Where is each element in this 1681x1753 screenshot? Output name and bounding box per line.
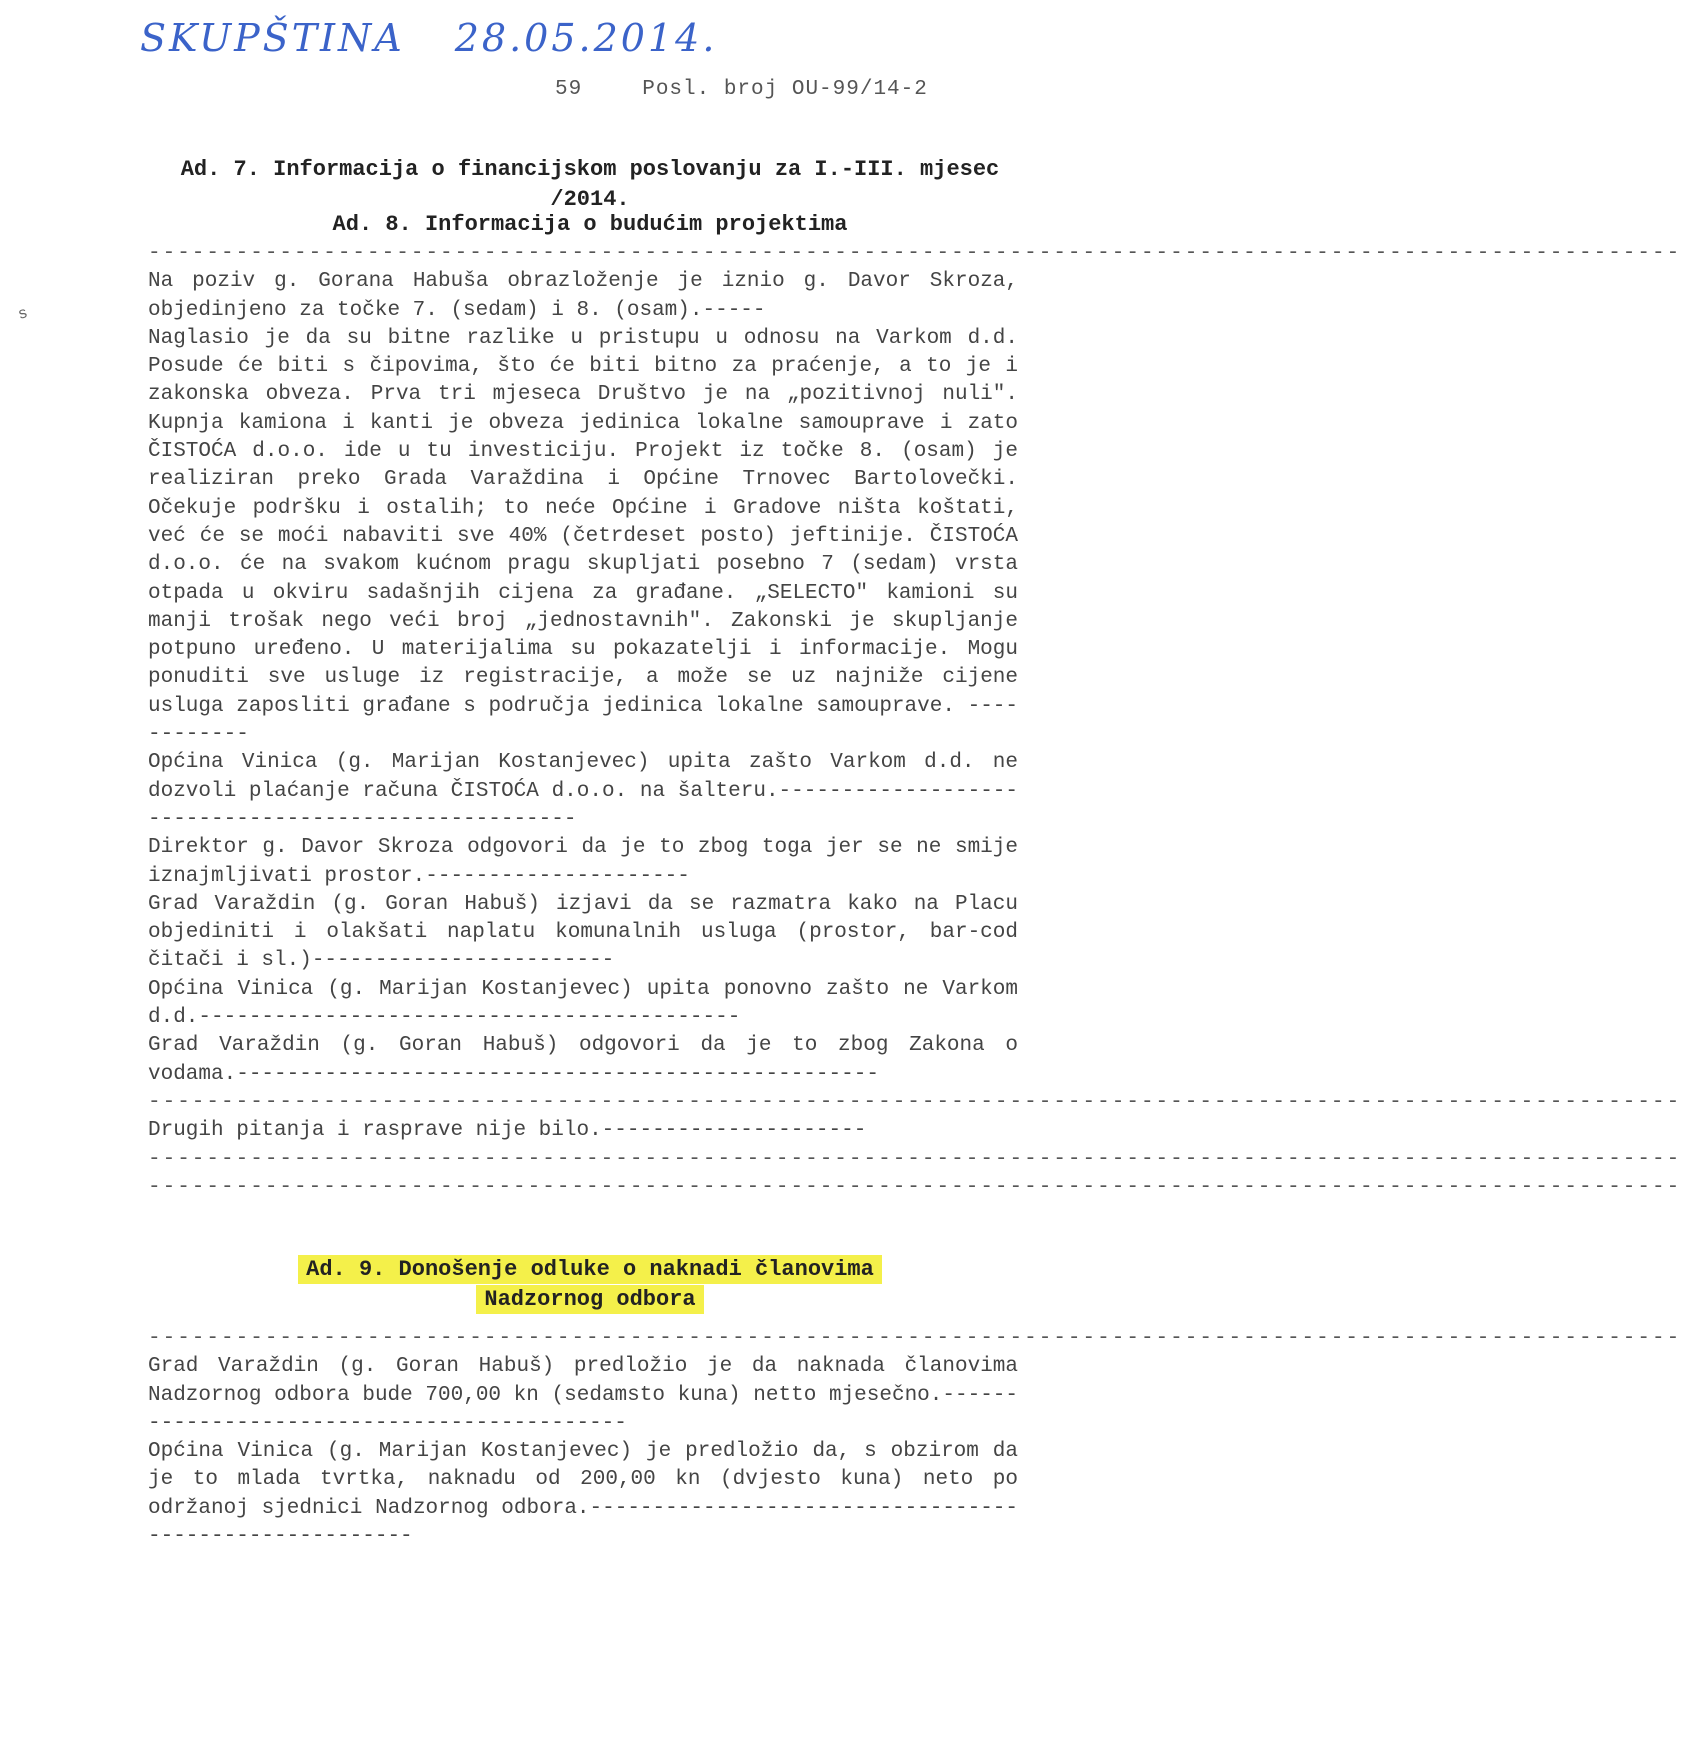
paragraph-explanation: Naglasio je da su bitne razlike u pristupu u odnosu na Varkom d.d. Posude će biti s čipovima, što će biti bitno za praćenje, a to je i zakonska obveza. Prva tri mjeseca Društvo je na „pozitivnoj nuli". Kupnja kamiona i kanti je obveza jedinica lokalne samouprave i zato ČISTOĆA d.o.o. ide u tu investiciju. Projekt iz točke 8. (osam) je realiziran preko Grada Varaždina i Općine Trnovec Bartolovečki. Očekuje podršku i ostalih; to neće Općine i Gradove ništa koštati, već će se moći nabaviti sve 40% (četrdeset posto) jeftinije. ČISTOĆA d.o.o. će na svakom kućnom pragu skupljati posebno 7 (sedam) vrsta otpada u okviru sadašnjih cijena za građane. „SELECTO" kamioni su manji trošak nego veći broj „jednostavnih". Zakonski je skupljanje potpuno uređeno. U materijalima su pokazatelji i informacije. Mogu ponuditi sve usluge iz registracije, a može se uz najniže cijene usluga zaposliti građane s područja jedinica lokalne samouprave. ------------ <box>148 326 1018 747</box>
paragraph-varazdin-answer: Grad Varaždin (g. Goran Habuš) odgovori da je to zbog Zakona o vodama.--------------------------------------------------- <box>148 1034 1018 1086</box>
case-number: Posl. broj OU-99/14-2 <box>642 78 928 101</box>
paragraph-intro: Na poziv g. Gorana Habuša obrazloženje je iznio g. Davor Skroza, objedinjeno za točke 7. (sedam) i 8. (osam).----- <box>148 270 1018 322</box>
page-header <box>555 78 928 101</box>
heading-ad7: Ad. 7. Informacija o financijskom poslovanju za I.-III. mjesec /2014. <box>180 157 1000 212</box>
paragraph-vinica-proposal: Općina Vinica (g. Marijan Kostanjevec) je predložio da, s obzirom da je to mlada tvrtka, naknadu od 200,00 kn (dvjesto kuna) neto po održanoj sjednici Nadzornog odbora.------------------------------------------------------- <box>148 1440 1018 1549</box>
section-1-body <box>148 240 1681 1202</box>
paragraph-vinica-question: Općina Vinica (g. Marijan Kostanjevec) upita zašto Varkom d.d. ne dozvoli plaćanje računa ČISTOĆA d.o.o. na šalteru.----------------------------------------------------- <box>148 751 1018 831</box>
dash-separator: --------------------------------------------------------------------------------------------------------- <box>148 1090 1681 1114</box>
paragraph-vinica-question-2: Općina Vinica (g. Marijan Kostanjevec) upita ponovno zašto ne Varkom d.d.------------------------------------------- <box>148 977 1018 1030</box>
heading-ad9 <box>150 1255 1030 1315</box>
page-number: 59 <box>555 78 583 101</box>
dash-separator: --------------------------------------------------------------------------------------------------------- <box>148 242 1681 265</box>
dash-separator: --------------------------------------------------------------------------------------------------------- <box>148 1147 1681 1171</box>
paragraph-varazdin-statement: Grad Varaždin (g. Goran Habuš) izjavi da se razmatra kako na Placu objediniti i olakšati naplatu komunalnih usluga (prostor, bar-cod čitači i sl.)------------------------ <box>148 892 1018 973</box>
handwritten-date: 28.05.2014. <box>454 16 718 60</box>
dash-separator: --------------------------------------------------------------------------------------------------------- <box>148 1327 1681 1350</box>
handwritten-word: SKUPŠTINA <box>140 16 405 60</box>
highlighted-heading-line-2: Nadzornog odbora <box>476 1285 703 1314</box>
section-2-body <box>148 1325 1681 1551</box>
paragraph-director-answer: Direktor g. Davor Skroza odgovori da je to zbog toga jer se ne smije iznajmljivati prostor.--------------------- <box>148 836 1018 888</box>
highlighted-heading-line-1: Ad. 9. Donošenje odluke o naknadi članovima <box>298 1255 882 1284</box>
heading-ad8: Ad. 8. Informacija o budućim projektima <box>332 212 848 237</box>
paragraph-varazdin-proposal: Grad Varaždin (g. Goran Habuš) predložio je da naknada članovima Nadzornog odbora bude 700,00 kn (sedamsto kuna) netto mjesečno.-------------------------------------------- <box>148 1355 1018 1435</box>
paragraph-no-further-questions: Drugih pitanja i rasprave nije bilo.--------------------- <box>148 1119 867 1143</box>
handwritten-note <box>140 16 767 60</box>
margin-mark: s <box>15 304 30 324</box>
dash-separator: --------------------------------------------------------------------------------------------------------- <box>148 1175 1681 1199</box>
